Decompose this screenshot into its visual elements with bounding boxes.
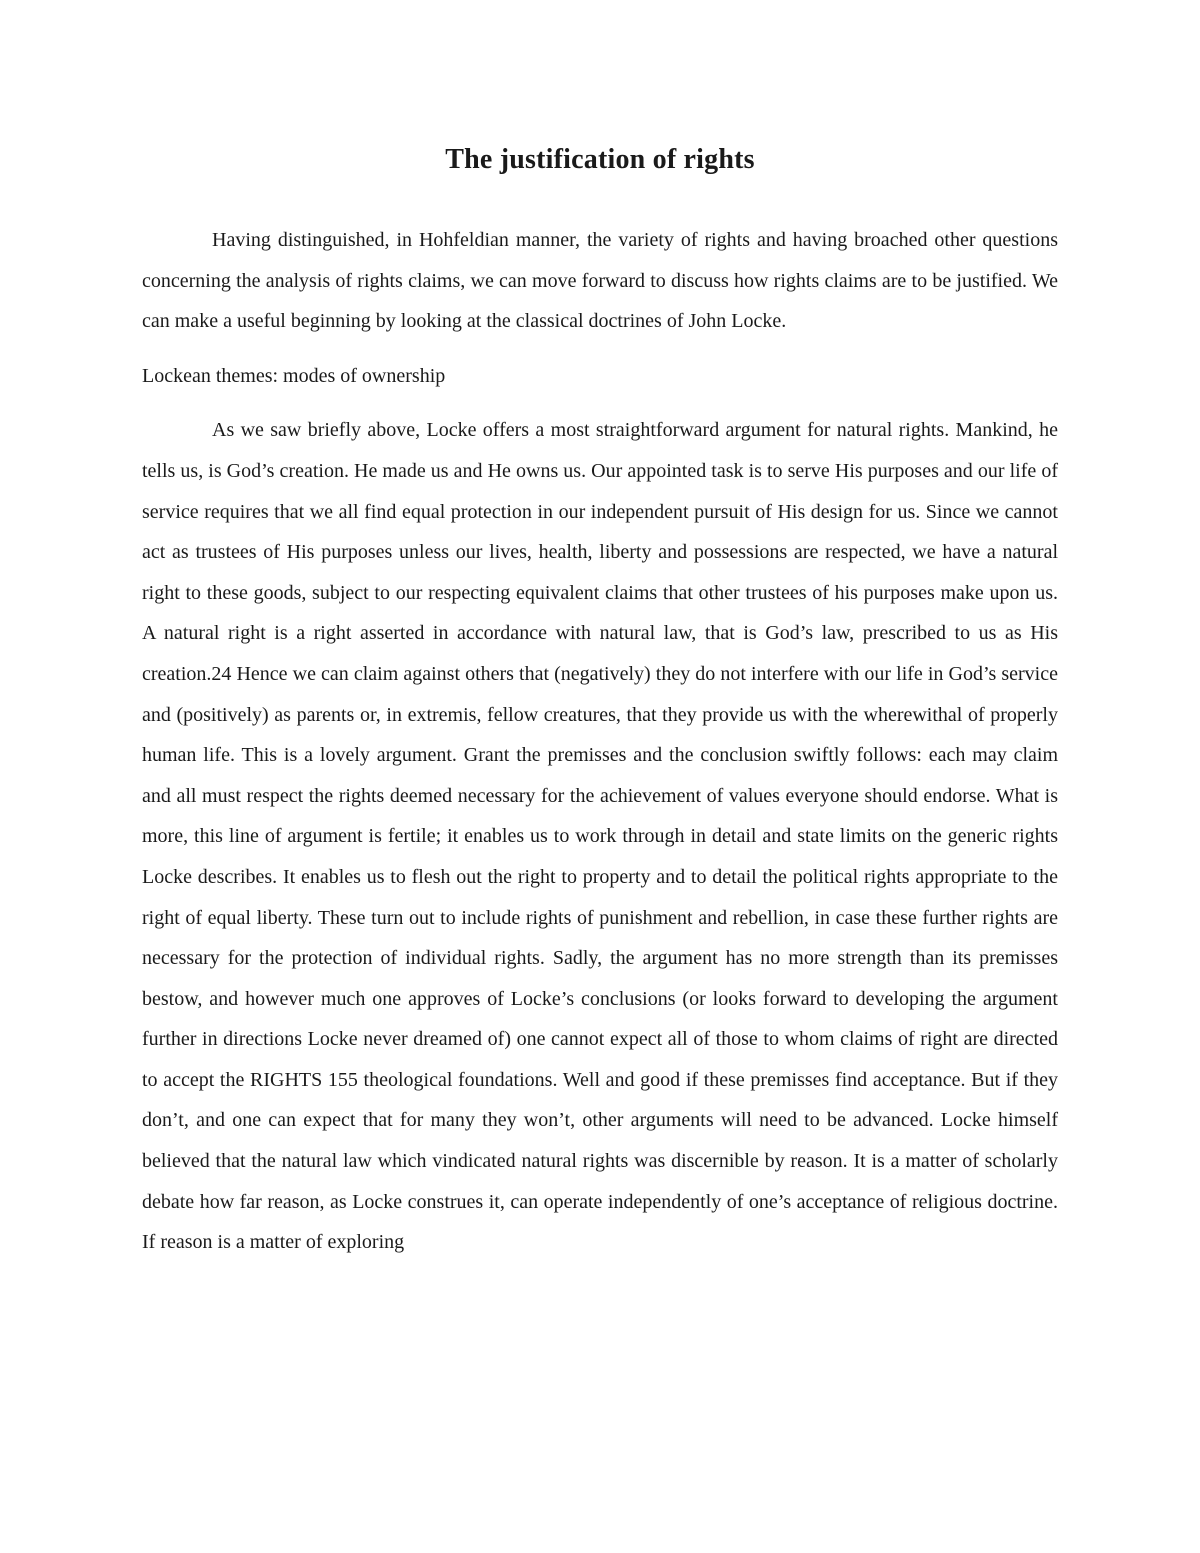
document-page bbox=[142, 140, 1058, 1263]
intro-paragraph: Having distinguished, in Hohfeldian manner, the variety of rights and having broached other questions concerning the analysis of rights claims, we can move forward to discuss how rights claims are to be justified. We can make a useful beginning by looking at the classical doctrines of John Locke. bbox=[142, 229, 1058, 333]
section-heading: Lockean themes: modes of ownership bbox=[142, 364, 446, 387]
document-title: The justification of rights bbox=[445, 144, 755, 175]
body-paragraph: As we saw briefly above, Locke offers a most straightforward argument for natural rights. Mankind, he tells us, is God’s creation. He made us and He owns us. Our appointed task is to serve His purposes and our life of service requires that we all find equal protection in our independent pursuit of His design for us. Since we cannot act as trustees of His purposes unless our lives, health, liberty and possessions are respected, we have a natural right to these goods, subject to our respecting equivalent claims that other trustees of his purposes make upon us. A natural right is a right asserted in accordance with natural law, that is God’s law, prescribed to us as His creation.24 Hence we can claim against others that (negatively) they do not interfere with our life in God’s service and (positively) as parents or, in extremis, fellow creatures, that they provide us with the wherewithal of properly human life. This is a lovely argument. Grant the premisses and the conclusion swiftly follows: each may claim and all must respect the rights deemed necessary for the achievement of values everyone should endorse. What is more, this line of argument is fertile; it enables us to work through in detail and state limits on the generic rights Locke describes. It enables us to flesh out the right to property and to detail the political rights appropriate to the right of equal liberty. These turn out to include rights of punishment and rebellion, in case these further rights are necessary for the protection of individual rights. Sadly, the argument has no more strength than its premisses bestow, and however much one approves of Locke’s conclusions (or looks forward to developing the argument further in directions Locke never dreamed of) one cannot expect all of those to whom claims of right are directed to accept the RIGHTS 155 theological foundations. Well and good if these premisses find acceptance. But if they don’t, and one can expect that for many they won’t, other arguments will need to be advanced. Locke himself believed that the natural law which vindicated natural rights was discernible by reason. It is a matter of scholarly debate how far reason, as Locke construes it, can operate independently of one’s acceptance of religious doctrine. If reason is a matter of exploring bbox=[142, 419, 1058, 1254]
